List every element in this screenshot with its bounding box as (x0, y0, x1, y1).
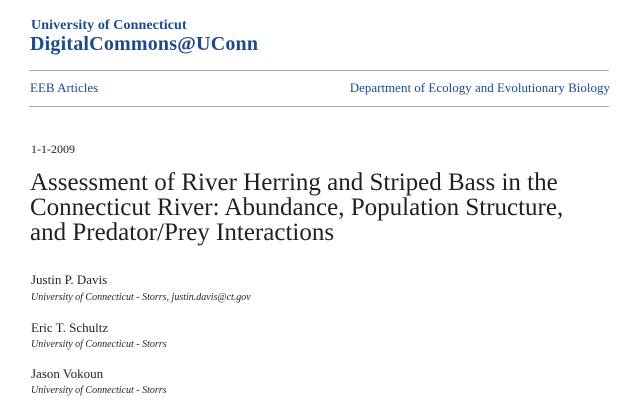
author-affiliation: University of Connecticut - Storrs (31, 339, 167, 350)
header-divider-bottom (29, 106, 609, 107)
author-name: Justin P. Davis (31, 272, 108, 287)
author-name: Eric T. Schultz (31, 320, 109, 335)
header-divider-top (29, 70, 609, 71)
department-link[interactable]: Department of Ecology and Evolutionary Biology (349, 80, 610, 95)
collection-link[interactable]: EEB Articles (30, 80, 99, 95)
publication-date: 1-1-2009 (31, 142, 75, 156)
repository-name[interactable]: DigitalCommons@UConn (30, 33, 259, 55)
institution-name: University of Connecticut (31, 18, 187, 33)
author-affiliation: University of Connecticut - Storrs, justin.davis@ct.gov (31, 292, 251, 303)
article-title: Assessment of River Herring and Striped Bass in the Connecticut River: Abundance, Population Structure, and Predator/Prey Interactions (30, 169, 564, 246)
author-name: Jason Vokoun (31, 366, 104, 381)
author-affiliation: University of Connecticut - Storrs (31, 385, 167, 396)
